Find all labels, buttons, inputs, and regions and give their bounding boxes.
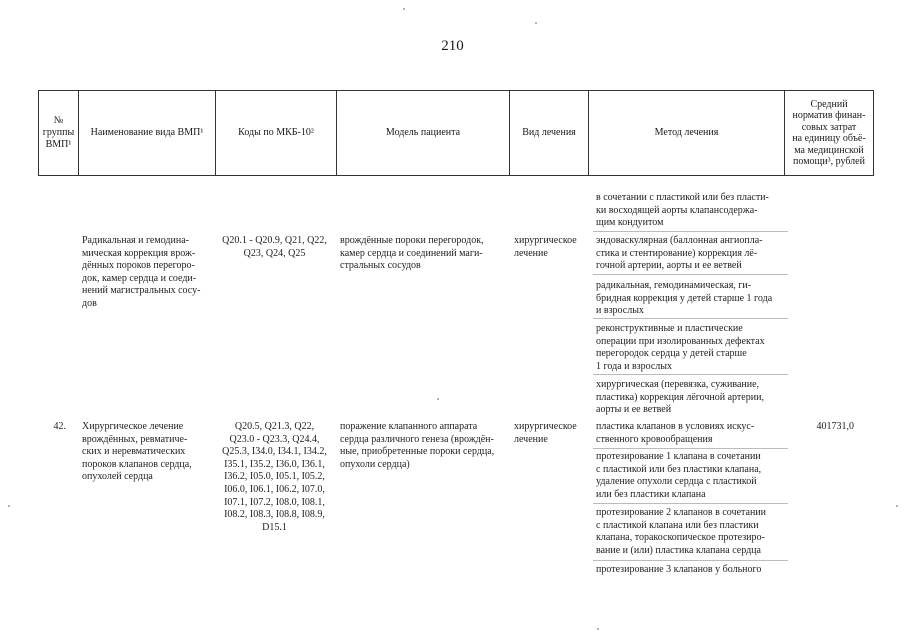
scan-speck	[403, 8, 405, 10]
header-group-no: № группы ВМП¹	[39, 91, 79, 176]
header-codes: Коды по МКБ-10²	[216, 91, 337, 176]
method-divider	[593, 503, 788, 504]
scan-speck	[8, 505, 10, 507]
row-42-treatment-type: хирургическое лечение	[514, 421, 577, 445]
row-42-codes: Q20.5, Q21.3, Q22, Q23.0 - Q23.3, Q24.4, Q25.3, I34.0, I34.1, I34.2, I35.1, I35.2, I36.0, I36.1, I36.2, I05.0, I05.1, I05.2, I06.0, I06.1, I06.2, I07.0, I07.1, I07.2, I08.0, I08.1, I08.2, I08.3, I08.8, I08.9, D15.1	[222, 421, 327, 533]
method-continuation: в сочетании с пластикой или без пласти- ки восходящей аорты клапансодержа- щим кондуитом	[596, 192, 769, 229]
row-42-group-no: 42.	[53, 421, 66, 432]
method-divider	[593, 318, 788, 319]
row-a-method-1: эндоваскулярная (баллонная ангиопла- стика и стентирование) коррекция лё- гочной артерии, аорты и ее ветвей	[596, 235, 763, 272]
row-42-model: поражение клапанного аппарата сердца различного генеза (врождён- ные, приобретенные пороки сердца, опухоли сердца)	[340, 421, 495, 470]
method-divider	[593, 274, 788, 275]
scan-speck	[535, 22, 537, 24]
row-42-method-1: пластика клапанов в условиях искус- ственного кровообращения	[596, 421, 755, 445]
row-a-method-4: хирургическая (перевязка, суживание, пластика) коррекция лёгочной артерии, аорты и ее ветвей	[596, 379, 764, 416]
method-divider	[593, 231, 788, 232]
method-divider	[593, 560, 788, 561]
method-divider	[593, 448, 788, 449]
scan-speck	[896, 505, 898, 507]
row-a-codes: Q20.1 - Q20.9, Q21, Q22, Q23, Q24, Q25	[222, 235, 327, 259]
row-a-method-2: радикальная, гемодинамическая, ги- бридная коррекция у детей старше 1 года и взрослых	[596, 280, 773, 317]
method-divider	[593, 374, 788, 375]
header-model: Модель пациента	[337, 91, 510, 176]
page-number: 210	[441, 38, 464, 54]
row-42-name: Хирургическое лечение врождённых, ревматиче- ских и неревматических пороков клапанов сердца, опухолей сердца	[82, 421, 192, 483]
header-name: Наименование вида ВМП¹	[79, 91, 216, 176]
row-42-method-3: протезирование 2 клапанов в сочетании с пластикой клапана или без пластики клапана, торакоскопическое протезиро- вание и (или) пластика клапана сердца	[596, 507, 766, 556]
row-a-method-3: реконструктивные и пластические операции при изолированных дефектах перегородок сердца у детей старше 1 года и взрослых	[596, 323, 765, 372]
table-header	[38, 90, 874, 176]
row-42-cost: 401731,0	[816, 421, 854, 432]
scan-speck	[437, 398, 439, 400]
row-42-method-2: протезирование 1 клапана в сочетании с пластикой или без пластики клапана, удаление опухоли сердца с пластикой или без пластики клапана	[596, 451, 762, 500]
header-method: Метод лечения	[589, 91, 785, 176]
header-cost: Средний норматив финан- совых затрат на единицу объё- ма медицинской помощи³, рублей	[785, 91, 874, 176]
row-42-method-4: протезирование 3 клапанов у больного	[596, 564, 762, 575]
scan-speck	[597, 628, 599, 630]
row-a-name: Радикальная и гемодина- мическая коррекция врож- дённых пороков перегоро- док, камер сердца и соеди- нений магистральных сосу- дов	[82, 235, 201, 309]
header-treatment-type: Вид лечения	[510, 91, 589, 176]
row-a-treatment-type: хирургическое лечение	[514, 235, 577, 259]
row-a-model: врождённые пороки перегородок, камер сердца и соединений маги- стральных сосудов	[340, 235, 484, 272]
